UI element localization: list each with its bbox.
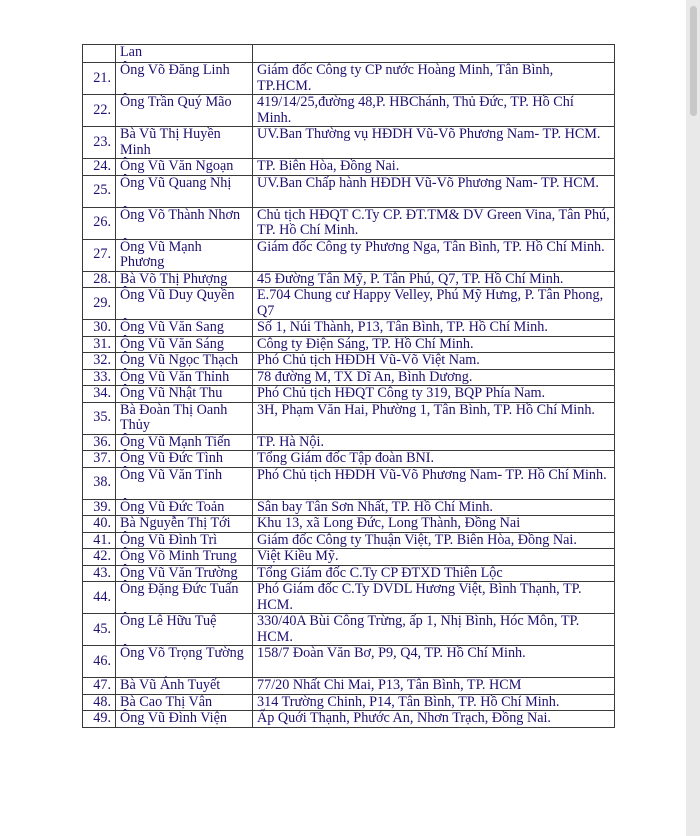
row-number: 21. — [83, 63, 116, 95]
row-number: 31. — [83, 336, 116, 353]
row-name: Ông Vũ Đức Toản — [116, 499, 253, 516]
table-row — [83, 45, 615, 63]
table-row — [83, 614, 615, 646]
row-info: Tổng Giám đốc Tập đoàn BNI. — [253, 451, 615, 468]
row-info — [253, 45, 615, 63]
table-row — [83, 288, 615, 320]
table-row — [83, 95, 615, 127]
table-row — [83, 402, 615, 434]
row-info: Phó Chủ tịch HĐQT Công ty 319, BQP Phía Nam. — [253, 386, 615, 403]
row-info: Ấp Quới Thạnh, Phước An, Nhơn Trạch, Đồng Nai. — [253, 711, 615, 728]
row-info: E.704 Chung cư Happy Velley, Phú Mỹ Hưng, P. Tân Phong, Q7 — [253, 288, 615, 320]
table-row — [83, 711, 615, 728]
row-name: Bà Cao Thị Vân — [116, 694, 253, 711]
row-number: 47. — [83, 678, 116, 695]
row-number: 41. — [83, 532, 116, 549]
row-name: Ông Vũ Duy Quyền — [116, 288, 253, 320]
row-info: UV.Ban Thường vụ HĐDH Vũ-Võ Phương Nam- TP. HCM. — [253, 127, 615, 159]
table-row — [83, 239, 615, 271]
row-name: Ông Vũ Văn Thỉnh — [116, 369, 253, 386]
row-info: Giám đốc Công ty CP nước Hoàng Minh, Tân Bình, TP.HCM. — [253, 63, 615, 95]
row-info: Khu 13, xã Long Đức, Long Thành, Đồng Nai — [253, 516, 615, 533]
row-name: Ông Đặng Đức Tuấn — [116, 582, 253, 614]
row-info: Việt Kiều Mỹ. — [253, 549, 615, 566]
row-info: Tổng Giám đốc C.Ty CP ĐTXD Thiên Lộc — [253, 565, 615, 582]
row-info: 419/14/25,đường 48,P. HBChánh, Thủ Đức, TP. Hồ Chí Minh. — [253, 95, 615, 127]
row-name: Bà Vũ Thị Huyền Minh — [116, 127, 253, 159]
row-number — [83, 45, 116, 63]
table-row — [83, 320, 615, 337]
row-number: 34. — [83, 386, 116, 403]
row-name: Bà Võ Thị Phượng — [116, 271, 253, 288]
table-row — [83, 646, 615, 678]
row-info: 77/20 Nhất Chi Mai, P13, Tân Bình, TP. HCM — [253, 678, 615, 695]
row-info: 330/40A Bùi Công Trừng, ấp 1, Nhị Bình, Hóc Môn, TP. HCM. — [253, 614, 615, 646]
table-row — [83, 532, 615, 549]
table-row — [83, 516, 615, 533]
row-number: 40. — [83, 516, 116, 533]
table-row — [83, 499, 615, 516]
member-table — [82, 44, 615, 728]
row-number: 27. — [83, 239, 116, 271]
row-info: 158/7 Đoàn Văn Bơ, P9, Q4, TP. Hồ Chí Minh. — [253, 646, 615, 678]
row-name: Ông Vũ Mạnh Tiến — [116, 434, 253, 451]
row-number: 24. — [83, 159, 116, 176]
row-name: Ông Võ Minh Trung — [116, 549, 253, 566]
row-info: Chủ tịch HĐQT C.Ty CP. ĐT.TM& DV Green Vina, Tân Phú, TP. Hồ Chí Minh. — [253, 207, 615, 239]
row-name: Ông Vũ Văn Trường — [116, 565, 253, 582]
row-name: Ông Vũ Đình Trì — [116, 532, 253, 549]
table-row — [83, 386, 615, 403]
row-name: Ông Vũ Đình Viện — [116, 711, 253, 728]
row-info: UV.Ban Chấp hành HĐDH Vũ-Võ Phương Nam- TP. HCM. — [253, 175, 615, 207]
row-info: 3H, Phạm Văn Hai, Phường 1, Tân Bình, TP. Hồ Chí Minh. — [253, 402, 615, 434]
table-row — [83, 175, 615, 207]
row-name: Ông Vũ Quang Nhị — [116, 175, 253, 207]
row-name: Ông Võ Trọng Tường — [116, 646, 253, 678]
table-row — [83, 159, 615, 176]
row-number: 23. — [83, 127, 116, 159]
row-number: 42. — [83, 549, 116, 566]
table-row — [83, 549, 615, 566]
row-number: 26. — [83, 207, 116, 239]
row-number: 32. — [83, 353, 116, 370]
table-row — [83, 434, 615, 451]
row-info: Công ty Điện Sáng, TP. Hồ Chí Minh. — [253, 336, 615, 353]
row-name: Bà Đoàn Thị Oanh Thủy — [116, 402, 253, 434]
row-name: Lan — [116, 45, 253, 63]
row-info: Số 1, Núi Thành, P13, Tân Bình, TP. Hồ Chí Minh. — [253, 320, 615, 337]
row-name: Ông Vũ Ngọc Thạch — [116, 353, 253, 370]
row-info: Sân bay Tân Sơn Nhất, TP. Hồ Chí Minh. — [253, 499, 615, 516]
row-name: Ông Trần Quý Mão — [116, 95, 253, 127]
row-number: 37. — [83, 451, 116, 468]
row-name: Ông Vũ Văn Sáng — [116, 336, 253, 353]
row-number: 43. — [83, 565, 116, 582]
table-row — [83, 207, 615, 239]
table-row — [83, 582, 615, 614]
row-number: 30. — [83, 320, 116, 337]
table-row — [83, 353, 615, 370]
row-name: Ông Vũ Mạnh Phương — [116, 239, 253, 271]
row-name: Ông Võ Đăng Linh — [116, 63, 253, 95]
row-info: 78 đường M, TX Dĩ An, Bình Dương. — [253, 369, 615, 386]
row-info: Phó Chủ tịch HĐDH Vũ-Võ Việt Nam. — [253, 353, 615, 370]
table-row — [83, 467, 615, 499]
row-name: Ông Vũ Nhật Thu — [116, 386, 253, 403]
row-info: 45 Đường Tân Mỹ, P. Tân Phú, Q7, TP. Hồ Chí Minh. — [253, 271, 615, 288]
row-info: Phó Chủ tịch HĐDH Vũ-Võ Phương Nam- TP. Hồ Chí Minh. — [253, 467, 615, 499]
row-name: Ông Vũ Đức Tình — [116, 451, 253, 468]
table-row — [83, 271, 615, 288]
row-info: TP. Hà Nội. — [253, 434, 615, 451]
row-number: 45. — [83, 614, 116, 646]
row-name: Ông Vũ Văn Tỉnh — [116, 467, 253, 499]
row-number: 48. — [83, 694, 116, 711]
table-row — [83, 678, 615, 695]
row-name: Ông Lê Hữu Tuệ — [116, 614, 253, 646]
table-row — [83, 63, 615, 95]
row-number: 36. — [83, 434, 116, 451]
table-row — [83, 369, 615, 386]
row-number: 25. — [83, 175, 116, 207]
row-info: TP. Biên Hòa, Đồng Nai. — [253, 159, 615, 176]
table-row — [83, 565, 615, 582]
row-number: 44. — [83, 582, 116, 614]
row-name: Ông Võ Thành Nhơn — [116, 207, 253, 239]
row-number: 46. — [83, 646, 116, 678]
row-name: Ông Vũ Văn Ngoạn — [116, 159, 253, 176]
row-number: 33. — [83, 369, 116, 386]
table-row — [83, 694, 615, 711]
table-row — [83, 127, 615, 159]
member-table-body — [83, 45, 615, 728]
row-name: Bà Nguyễn Thị Tới — [116, 516, 253, 533]
row-info: Phó Giám đốc C.Ty DVDL Hương Việt, Bình Thạnh, TP. HCM. — [253, 582, 615, 614]
row-name: Ông Vũ Văn Sang — [116, 320, 253, 337]
row-number: 38. — [83, 467, 116, 499]
table-row — [83, 451, 615, 468]
row-number: 22. — [83, 95, 116, 127]
row-info: 314 Trường Chinh, P14, Tân Bình, TP. Hồ Chí Minh. — [253, 694, 615, 711]
scrollbar-thumb[interactable] — [690, 6, 697, 116]
row-number: 29. — [83, 288, 116, 320]
row-number: 39. — [83, 499, 116, 516]
row-number: 28. — [83, 271, 116, 288]
row-name: Bà Vũ Ánh Tuyết — [116, 678, 253, 695]
row-number: 35. — [83, 402, 116, 434]
row-number: 49. — [83, 711, 116, 728]
row-info: Giám đốc Công ty Phương Nga, Tân Bình, TP. Hồ Chí Minh. — [253, 239, 615, 271]
table-row — [83, 336, 615, 353]
vertical-scrollbar[interactable] — [686, 0, 700, 836]
row-info: Giám đốc Công ty Thuận Việt, TP. Biên Hòa, Đồng Nai. — [253, 532, 615, 549]
